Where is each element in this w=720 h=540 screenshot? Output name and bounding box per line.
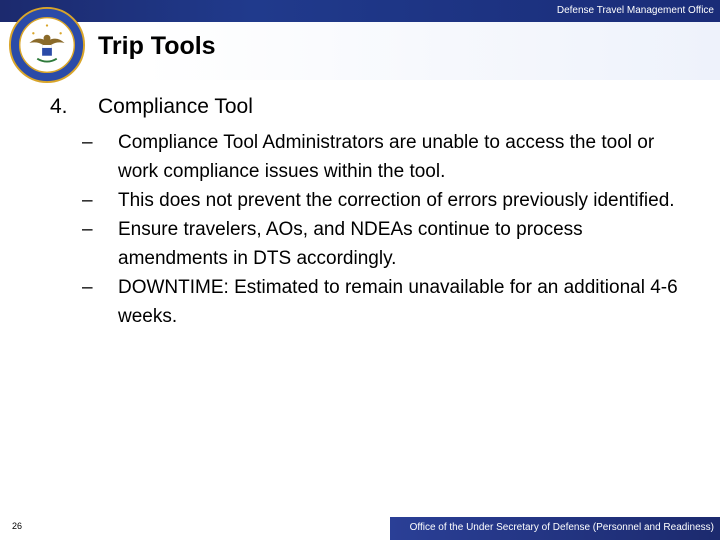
bullet-item (82, 215, 692, 273)
section-heading-text: Compliance Tool (98, 95, 253, 118)
section-heading (50, 95, 253, 119)
bullet-text: DOWNTIME: Estimated to remain unavailable for an additional 4-6 weeks. (118, 277, 678, 327)
bullet-item (82, 186, 692, 215)
bullet-dash: – (82, 190, 93, 211)
bullet-item (82, 273, 692, 331)
top-band (0, 0, 720, 22)
org-name-top: Defense Travel Management Office (556, 5, 714, 16)
page-title: Trip Tools (98, 32, 216, 60)
footer-band (390, 517, 720, 540)
bullet-text: Compliance Tool Administrators are unable to access the tool or work compliance issues within the tool. (118, 132, 655, 182)
bullet-item (82, 128, 692, 186)
bullet-dash: – (82, 219, 93, 240)
dod-seal-logo (8, 6, 86, 84)
slide-number: 26 (12, 521, 23, 531)
bullet-list (82, 128, 692, 331)
footer-office-name: Office of the Under Secretary of Defense (Personnel and Readiness) (409, 522, 714, 533)
bullet-text: This does not prevent the correction of errors previously identified. (118, 190, 675, 211)
bullet-dash: – (82, 277, 93, 298)
section-number: 4. (50, 95, 68, 118)
bullet-dash: – (82, 132, 93, 153)
bullet-text: Ensure travelers, AOs, and NDEAs continue to process amendments in DTS accordingly. (118, 219, 583, 269)
